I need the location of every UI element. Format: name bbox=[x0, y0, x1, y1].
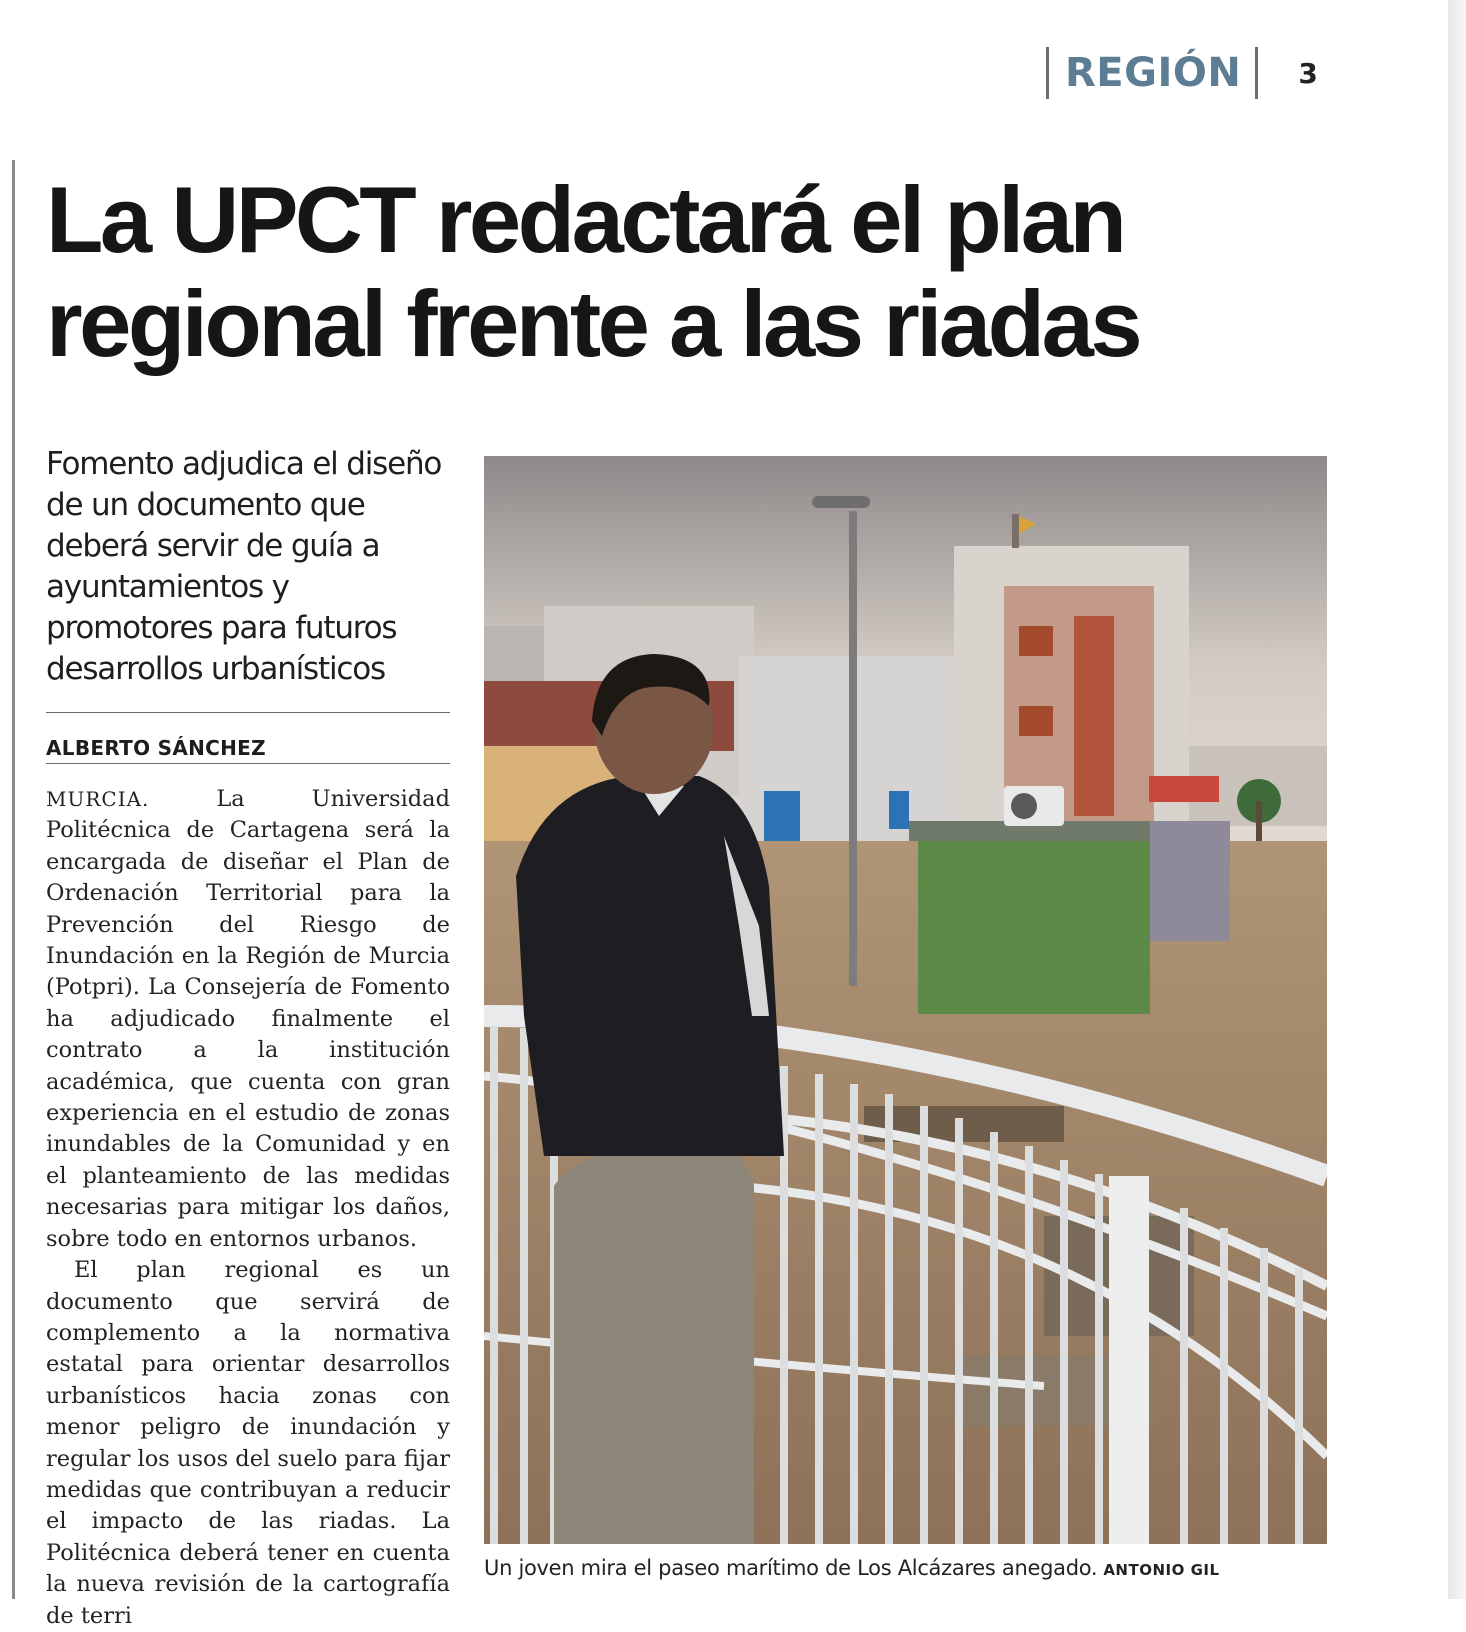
byline-rule-bottom bbox=[46, 763, 450, 764]
section-header bbox=[1046, 46, 1318, 100]
flood-scene-illustration bbox=[484, 456, 1327, 1544]
deck: Fomento adjudica el diseño de un documento que deberá servir de guía a ayuntamientos y promotores para futuros desarrollos urbanísticos bbox=[46, 446, 442, 687]
page-number: 3 bbox=[1298, 56, 1318, 90]
railing-post bbox=[1109, 1176, 1149, 1544]
mural-wall bbox=[1150, 821, 1230, 941]
caption-text: Un joven mira el paseo marítimo de Los Alcázares anegado. bbox=[484, 1556, 1098, 1580]
window bbox=[1019, 706, 1053, 736]
paragraph bbox=[46, 784, 450, 1255]
jacket bbox=[516, 776, 784, 1156]
section-name: REGIÓN bbox=[1065, 50, 1242, 96]
section-divider bbox=[1255, 47, 1258, 99]
paragraph-2-text: El plan regional es un documento que servirá de complemento a la normativa estatal para orientar desarrollos urbanísticos hacia zonas con menor peligro de inundación y regular los usos del suelo para fijar medidas que contribuyan a reducir el impacto de las riadas. La Politécnica deberá tener en cuenta la nueva revisión de la cartografía de terri bbox=[46, 1257, 450, 1629]
blue-door bbox=[764, 791, 800, 841]
byline: ALBERTO SÁNCHEZ bbox=[46, 736, 266, 760]
paragraph-1-text: La Universidad Politécnica de Cartagena será la encargada de diseñar el Plan de Ordenación Territorial para la Prevención del Riesgo de Inundación en la Región de Murcia (Potpri). La Consejería de Fomento ha adjudicado finalmente el contrato a la institución académica, que cuenta con gran experiencia en el estudio de zonas inundables de la Comunidad y en el planteamiento de las medidas necesarias para mitigar los daños, sobre todo en entornos urbanos. bbox=[46, 786, 450, 1252]
page-edge bbox=[1448, 0, 1466, 1599]
lamp-head bbox=[812, 496, 870, 508]
column-rule bbox=[12, 160, 15, 1599]
blue-door bbox=[889, 791, 909, 829]
dateline: MURCIA. bbox=[46, 787, 150, 811]
photo-caption bbox=[484, 1556, 1220, 1580]
brick-column bbox=[1074, 616, 1114, 816]
trousers bbox=[554, 1146, 754, 1544]
container bbox=[1149, 776, 1219, 802]
window bbox=[1019, 626, 1053, 656]
article-body bbox=[46, 784, 450, 1632]
photo-credit: ANTONIO GIL bbox=[1103, 1561, 1220, 1579]
lamp-post bbox=[849, 511, 857, 986]
byline-rule-top bbox=[46, 712, 450, 713]
green-kiosk bbox=[918, 834, 1150, 1014]
headline: La UPCT redactará el plan regional frente a las riadas bbox=[46, 167, 1140, 376]
flag-pole bbox=[1012, 514, 1019, 548]
article-photo bbox=[484, 456, 1327, 1544]
